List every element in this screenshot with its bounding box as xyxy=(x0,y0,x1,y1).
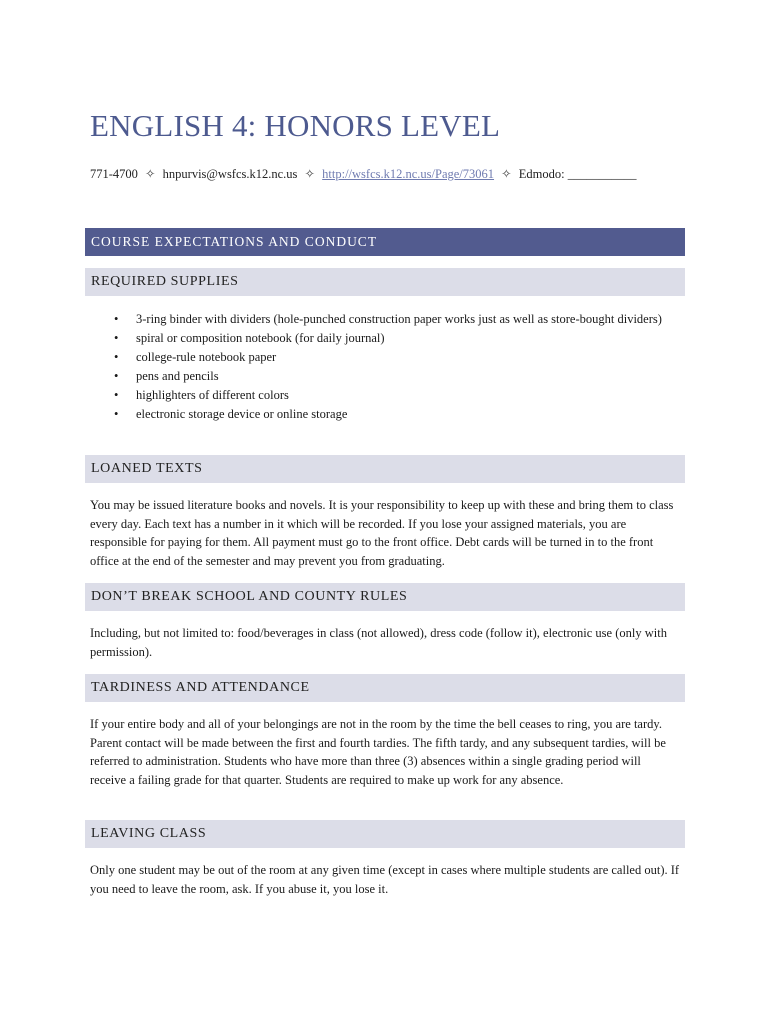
list-item: • college-rule notebook paper xyxy=(90,348,675,367)
subheading-school-rules: DON’T BREAK SCHOOL AND COUNTY RULES xyxy=(85,583,685,611)
subheading-tardiness-attendance: TARDINESS AND ATTENDANCE xyxy=(85,674,685,702)
supplies-list xyxy=(90,310,675,424)
subheading-required-supplies: REQUIRED SUPPLIES xyxy=(85,268,685,296)
contact-line xyxy=(90,166,636,182)
document-title: ENGLISH 4: HONORS LEVEL xyxy=(90,108,501,143)
separator-icon: ✧ xyxy=(501,167,512,181)
loaned-texts-paragraph: You may be issued literature books and novels. It is your responsibility to keep up with these and bring them to class every day. Each text has a number in it which will be recorded. If you lose your assigned materials, you are responsible for paying for them. All payment must go to the front office. Debt cards will be turned in to the front office at the end of the semester and may prevent you from graduating. xyxy=(90,498,674,568)
subheading-loaned-texts: LOANED TEXTS xyxy=(85,455,685,483)
list-item: • pens and pencils xyxy=(90,367,675,386)
separator-icon: ✧ xyxy=(145,167,156,181)
subheading-leaving-class: LEAVING CLASS xyxy=(85,820,685,848)
separator-icon: ✧ xyxy=(304,167,316,181)
email-address: hnpurvis@wsfcs.k12.nc.us xyxy=(162,167,298,181)
leaving-class-paragraph: Only one student may be out of the room at any given time (except in cases where multiple students are called out). If you need to leave the room, ask. If you abuse it, you lose it. xyxy=(90,863,680,896)
list-item: • highlighters of different colors xyxy=(90,386,675,405)
list-item: • spiral or composition notebook (for daily journal) xyxy=(90,329,675,348)
list-item: • electronic storage device or online storage xyxy=(90,405,675,424)
list-item: • 3-ring binder with dividers (hole-punched construction paper works just as well as store-bought dividers) xyxy=(90,310,675,329)
section-heading-course-expectations: COURSE EXPECTATIONS AND CONDUCT xyxy=(85,228,685,256)
website-link[interactable]: http://wsfcs.k12.nc.us/Page/73061 xyxy=(322,167,495,181)
school-rules-paragraph: Including, but not limited to: food/beverages in class (not allowed), dress code (follow it), electronic use (only with permission). xyxy=(90,626,667,659)
tardiness-paragraph: If your entire body and all of your belongings are not in the room by the time the bell ceases to ring, you are tardy. Parent contact will be made between the first and fourth tardies. The fifth tardy, and any subsequent tardies, will be referred to administration. Students who have more than three (3) absences within a single grading period will receive a failing grade for that quarter. Students are required to make up work for any absence. xyxy=(90,717,666,787)
phone-number: 771-4700 xyxy=(90,167,138,181)
edmodo-code: Edmodo: ___________ xyxy=(518,167,637,181)
